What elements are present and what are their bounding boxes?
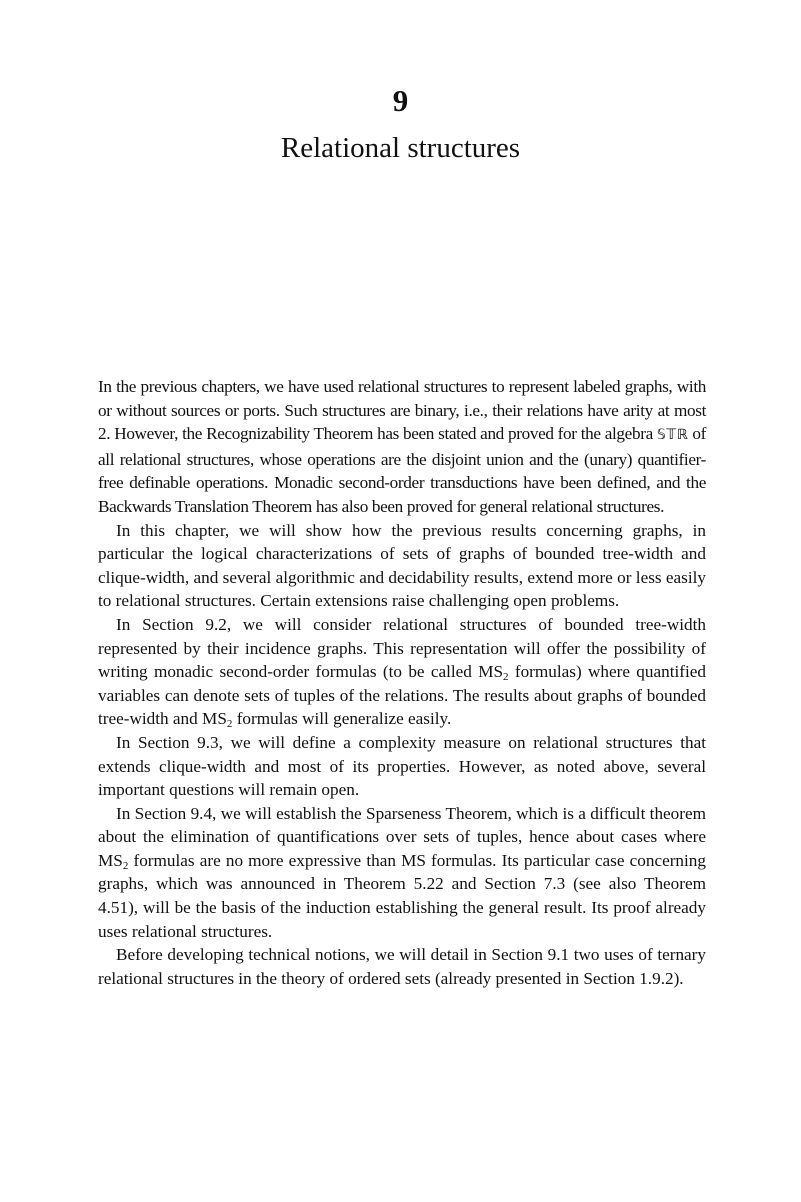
paragraph-3: [98, 613, 706, 731]
paragraph-6: Before developing technical notions, we will detail in Section 9.1 two uses of ternary relational structures in the theory of ordered sets (already presented in Section 1.9.2).: [98, 945, 706, 988]
paragraph-text: In Section 9.2, we will consider relational structures of bounded tree-width represented by their incidence graphs. This representation will offer the possibility of writing monadic second-order formulas (to be called MS: [98, 614, 706, 682]
algebra-symbol: 𝕊𝕋ℝ: [656, 427, 689, 444]
paragraph-2: In this chapter, we will show how the previous results concerning graphs, in particular the logical characterizations of sets of graphs of bounded tree-width and clique-width, and several algorithmic and decidability results, extend more or less easily to relational structures. Certain extensions raise challenging open problems.: [98, 520, 706, 611]
paragraph-text: formulas are no more expressive than MS formulas. Its particular case concerning graphs, which was announced in Theorem 5.22 and Section 7.3 (see also Theorem 4.51), will be the basis of the induction establishing the general result. Its proof already uses relational structures.: [98, 850, 706, 941]
paragraph-text: formulas) where quantified variables can denote sets of tuples of the relations. The results about graphs of bounded tree-width and MS: [98, 662, 706, 729]
paragraph-text: In the previous chapters, we have used relational structures to represent labeled graphs, with or without sources or ports. Such structures are binary, i.e., their relations have arity at most 2. However, the Recognizability Theorem has been stated and proved for the algebra: [98, 377, 706, 444]
paragraph-text: In Section 9.4, we will establish the Sparseness Theorem, which is a difficult theorem about the elimination of quantifications over sets of tuples, hence about cases where MS: [98, 803, 706, 870]
chapter-number: 9: [392, 83, 409, 118]
subscript: 2: [226, 718, 233, 731]
paragraph-text: of all relational structures, whose operations are the disjoint union and the (unary) quantifier-free definable operations. Monadic second-order transductions have been defined, and the Backwards Translation Theorem has also been proved for general relational structures.: [98, 424, 706, 516]
paragraph-4: In Section 9.3, we will define a complexity measure on relational structures that extends clique-width and most of its properties. However, as noted above, several important questions will remain open.: [98, 732, 706, 800]
paragraph-5: [98, 802, 706, 944]
subscript: 2: [503, 671, 509, 684]
paragraph-text: formulas will generalize easily.: [232, 709, 452, 729]
chapter-introduction: [98, 375, 706, 990]
subscript: 2: [122, 859, 129, 872]
chapter-title: Relational structures: [280, 132, 521, 164]
paragraph-1: [98, 375, 706, 519]
